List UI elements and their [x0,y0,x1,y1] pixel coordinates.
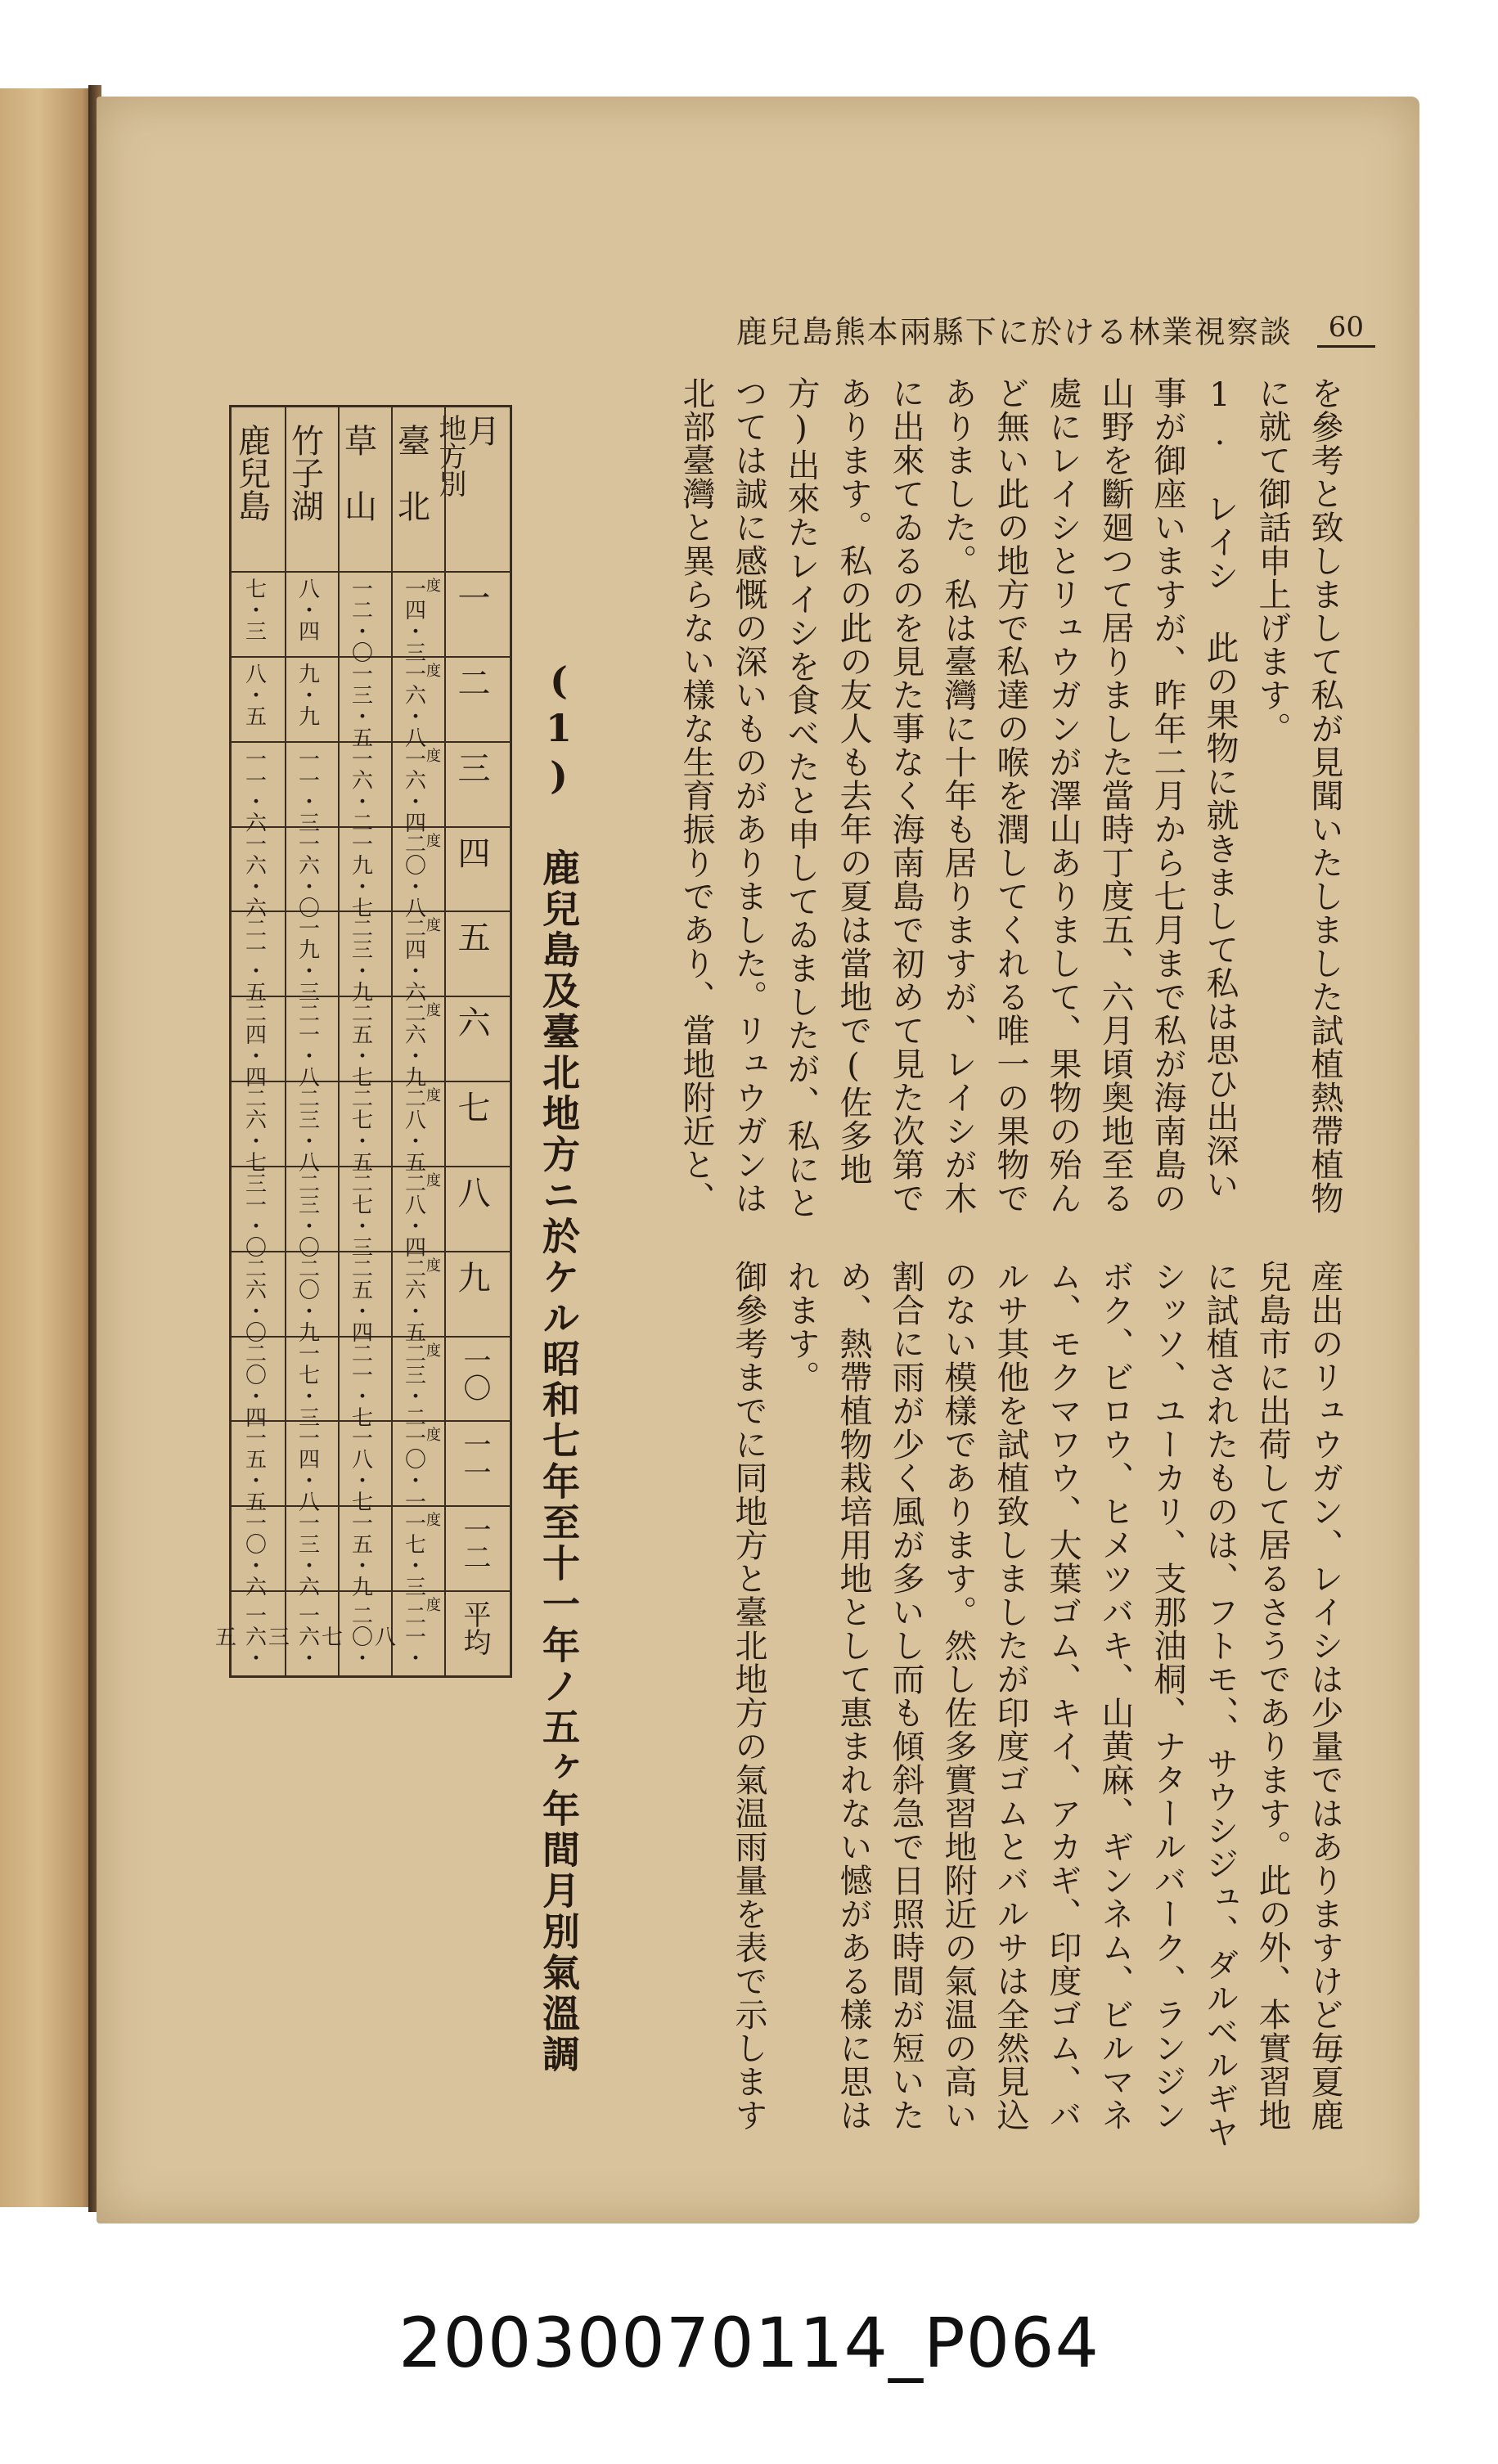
table-value-cell: 一六・〇 [295,832,320,918]
table-value-cell: 二八・四 [401,1171,426,1257]
table-month-header: 九 [452,1260,490,1293]
table-month-header: 一 [452,581,490,614]
table-value-cell: 二四・四 [241,1002,267,1088]
table-value-cell: 二五・四 [348,1257,373,1342]
table-value-cell: 八・五 [241,662,267,726]
header-corner-top: 月 [462,414,500,447]
table-value-cell: 一四・三 [401,578,426,663]
table-value-cell: 二一・八 [371,1604,426,1669]
running-title: 鹿兒島熊本兩縣下に於ける林業視察談 [736,314,1293,350]
table-value-cell: 二六・七 [241,1087,267,1173]
header-corner-bottom: 地方別 [434,414,466,497]
table-month-header: 平均 [458,1600,491,1657]
table-value-cell: 二一・八 [295,1002,320,1088]
table-place-header: 臺 北 [392,424,430,522]
table-column-divider [285,407,286,1675]
running-header [736,307,1375,352]
table-unit-mark: 度 [424,1597,441,1612]
table-value-cell: 二六・〇 [241,1257,267,1342]
table-month-header: 一一 [458,1430,491,1486]
climate-table [211,405,512,1678]
table-caption-text: 鹿兒島及臺北地方ニ於ケル昭和七年至十一年ノ五ヶ年間月別氣溫調 [537,848,581,2075]
table-row-divider [232,571,510,573]
table-place-header: 鹿兒島 [232,424,271,522]
table-value-cell: 一三・六 [295,1512,320,1598]
paragraph: 1. レイシ 此の果物に就きまして私は思ひ出深い事が御座いますが、昨年二月から七月まで私が海南島の山野を斷廻つて居りました當時丁度五、六月頃奥地至る處にレイシとリュウガンが澤山ありまして、果物の殆んど無い此の地方で私達の喉を潤してくれる唯一の果物でありました。私は臺灣に十年も居りますが、レイシが木に出來てゐるのを見た事なく海南島で初めて見た次第であります。私の此の友人も去年の夏は當地で(佐多地方)出來たレイシを食べたと申してゐましたが、私にとつては誠に感慨の深いものがありました。リュウガンは北部臺灣と異らない樣な生育振りであり、當地附近と、 [677,376,1239,1220]
table-unit-mark: 度 [424,832,441,848]
table-column-divider [391,407,393,1675]
table-month-header: 五 [452,920,490,954]
table-month-header: 四 [452,835,490,869]
table-value-cell: 一九・七 [348,832,373,918]
table-value-cell: 二〇・七 [317,1604,373,1669]
table-unit-mark: 度 [424,1427,441,1442]
table-value-cell: 二七・三 [348,1171,373,1257]
table-month-header: 一二 [458,1515,491,1571]
table-value-cell: 一〇・一 [401,1427,426,1513]
table-value-cell: 二五・七 [348,1002,373,1088]
body-text-lower [722,1260,1351,2160]
table-month-header: 六 [452,1005,490,1039]
table-column-divider [338,407,340,1675]
table-value-cell: 二三・〇 [295,1171,320,1257]
image-id-label: 20030070114_P064 [398,2303,1100,2383]
table-month-header: 一〇 [458,1345,491,1401]
table-place-header: 草 山 [339,424,377,522]
table-value-cell: 七・三 [241,578,267,641]
table-unit-mark: 度 [424,747,441,762]
table-value-cell: 二六・五 [401,1257,426,1342]
table-value-cell: 二六・九 [401,1002,426,1088]
table-unit-mark: 度 [424,1171,441,1187]
table-place-header: 竹子湖 [286,424,324,522]
table-value-cell: 一一・六 [241,747,267,833]
table-value-cell: 一六・二 [348,747,373,833]
table-value-cell: 三一・〇 [241,1171,267,1257]
table-month-header: 七 [452,1090,490,1124]
table-value-cell: 二三・二 [401,1342,426,1428]
table-value-cell: 一八・七 [348,1427,373,1513]
table-value-cell: 一九・三 [295,917,320,1003]
table-value-cell: 二三・八 [295,1087,320,1173]
table-unit-mark: 度 [424,578,441,592]
table-unit-mark: 度 [424,1342,441,1357]
table-month-header: 八 [452,1175,490,1208]
table-caption [532,659,586,2075]
table-value-cell: 一七・三 [295,1342,320,1428]
table-unit-mark: 度 [424,917,441,933]
table-value-cell: 一四・八 [295,1427,320,1513]
table-unit-mark: 度 [424,1512,441,1527]
page-number: 60 [1317,311,1375,348]
table-value-cell: 一六・三 [264,1604,320,1669]
table-value-cell: 二〇・八 [401,832,426,918]
table-value-cell: 二七・五 [348,1087,373,1173]
table-value-cell: 一二・〇 [348,578,373,663]
table-column-divider [444,407,446,1675]
table-value-cell: 一六・四 [401,747,426,833]
table-value-cell: 一一・三 [295,747,320,833]
paragraph: を參考と致しまして私が見聞いたしました試植熱帶植物に就て御話申上げます。 [1253,376,1343,1215]
table-value-cell: 一〇・六 [241,1512,267,1598]
table-unit-mark: 度 [424,1257,441,1272]
table-unit-mark: 度 [424,662,441,677]
left-page-edge [0,88,97,2207]
table-value-cell: 二八・五 [401,1087,426,1173]
table-value-cell: 一三・五 [348,662,373,748]
table-value-cell: 二四・六 [401,917,426,1003]
table-value-cell: 二三・九 [348,917,373,1003]
paragraph: 産出のリュウガン、レイシは少量ではありますけど毎夏鹿兒島市に出荷して居るさうであります。此の外、本實習地に試植されたものは、フトモ、、サウシジュ、ダルベルギヤシッソ、ユーカリ、支那油桐、ナタールバーク、ランジンボク、ビロウ、ヒメツバキ、山黄麻、ギンネム、ビルマネム、モクマワウ、大葉ゴム、キイ、アカギ、印度ゴム、バルサ其他を試植致しましたが印度ゴムとバルサは全然見込のない模樣であります。然し佐多實習地附近の氣温の高い割合に雨が少く風が多いし而も傾斜急で日照時間が短いため、熱帶植物栽培用地として惠まれない憾がある樣に思はれます。 [782,1260,1343,2149]
paragraph: 御參考までに同地方と臺北地方の氣温雨量を表で示します [730,1260,767,2132]
table-value-cell: 八・四 [295,578,320,641]
table-value-cell: 二一・七 [348,1342,373,1428]
table-month-header: 三 [452,750,490,784]
table-month-header: 二 [452,665,490,699]
table-value-cell: 二〇・四 [241,1342,267,1428]
table-value-cell: 一六・八 [401,662,426,748]
table-unit-mark: 度 [424,1002,441,1018]
table-value-cell: 一七・三 [401,1512,426,1598]
table-caption-number: (1) [537,659,581,801]
table-value-cell: 二〇・九 [295,1257,320,1342]
table-unit-mark: 度 [424,1087,441,1103]
body-text-upper [670,376,1351,1227]
table-value-cell: 一六・五 [211,1604,267,1669]
table-value-cell: 二一・五 [241,917,267,1003]
table-value-cell: 一六・六 [241,832,267,918]
table-value-cell: 一五・五 [241,1427,267,1513]
table-value-cell: 九・九 [295,662,320,726]
table-value-cell: 一五・九 [348,1512,373,1598]
